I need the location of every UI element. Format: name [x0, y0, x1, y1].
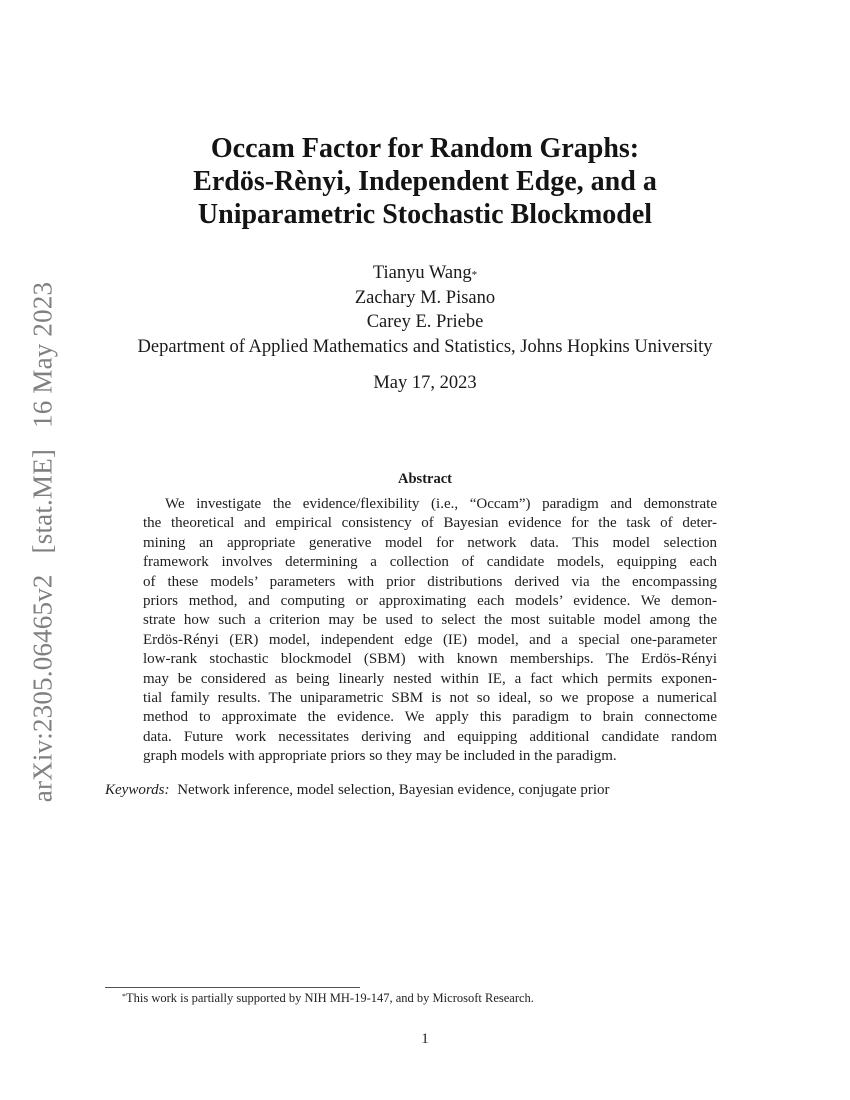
title-line: Uniparametric Stochastic Blockmodel	[197, 199, 653, 230]
footnote-divider	[105, 987, 360, 988]
abstract-line: Erdös-Rényi (ER) model, independent edge (IE) model, and a special one-parameter	[143, 631, 717, 648]
footnote	[122, 991, 742, 1006]
abstract-line: We investigate the evidence/flexibility (i.e., “Occam”) paradigm and demonstrate	[165, 496, 717, 512]
abstract-line: priors method, and computing or approximating each models’ evidence. We demon-	[143, 592, 717, 609]
keywords-text: Network inference, model selection, Bayesian evidence, conjugate prior	[177, 782, 610, 798]
page-number: 1	[421, 1031, 429, 1047]
abstract-line: strate how such a criterion may be used to select the most suitable model among the	[143, 612, 717, 629]
abstract-line: graph models with appropriate priors so they may be included in the paradigm.	[143, 748, 617, 765]
abstract-line: the theoretical and empirical consistency of Bayesian evidence for the task of deter-	[143, 515, 717, 532]
author-name: Zachary M. Pisano	[354, 287, 496, 308]
abstract-line: data. Future work necessitates deriving and equipping additional candidate random	[143, 728, 717, 745]
abstract-line: low-rank stochastic blockmodel (SBM) with known memberships. The Erdös-Rényi	[143, 651, 717, 668]
arxiv-category: [stat.ME]	[27, 448, 58, 554]
paper-title	[0, 132, 850, 231]
footnote-mark: *	[122, 992, 126, 1001]
footnote-mark: *	[471, 269, 478, 281]
abstract-line: mining an appropriate generative model for network data. This model selection	[143, 534, 717, 551]
author-name: Tianyu Wang	[372, 263, 472, 283]
title-line: Erdös-Rènyi, Independent Edge, and a	[193, 166, 657, 197]
publication-date: May 17, 2023	[373, 373, 477, 393]
abstract-line: may be considered as being linearly nested within IE, a fact which permits exponen-	[143, 670, 717, 687]
affiliation: Department of Applied Mathematics and Statistics, Johns Hopkins University	[137, 336, 713, 357]
title-line: Occam Factor for Random Graphs:	[210, 133, 640, 164]
footnote-text: This work is partially supported by NIH MH-19-147, and by Microsoft Research.	[126, 991, 534, 1005]
author	[0, 310, 850, 335]
author-block	[0, 261, 850, 359]
arxiv-date: 16 May 2023	[27, 281, 58, 428]
abstract-heading: Abstract	[398, 471, 452, 487]
keywords-label: Keywords:	[105, 782, 170, 798]
author	[0, 261, 850, 286]
keywords	[105, 782, 755, 799]
author	[0, 286, 850, 311]
abstract-line: tial family results. The uniparametric SBM is not so ideal, so we propose a numerical	[143, 689, 717, 706]
abstract-line: framework involves determining a collection of candidate models, equipping each	[143, 554, 717, 571]
author-name: Carey E. Priebe	[366, 312, 484, 332]
arxiv-id: arXiv:2305.06465v2	[27, 574, 58, 803]
abstract-body	[143, 495, 717, 766]
abstract-line: of these models’ parameters with prior distributions derived via the encompassing	[143, 573, 717, 590]
abstract-line: method to approximate the evidence. We apply this paradigm to brain connectome	[143, 709, 717, 726]
